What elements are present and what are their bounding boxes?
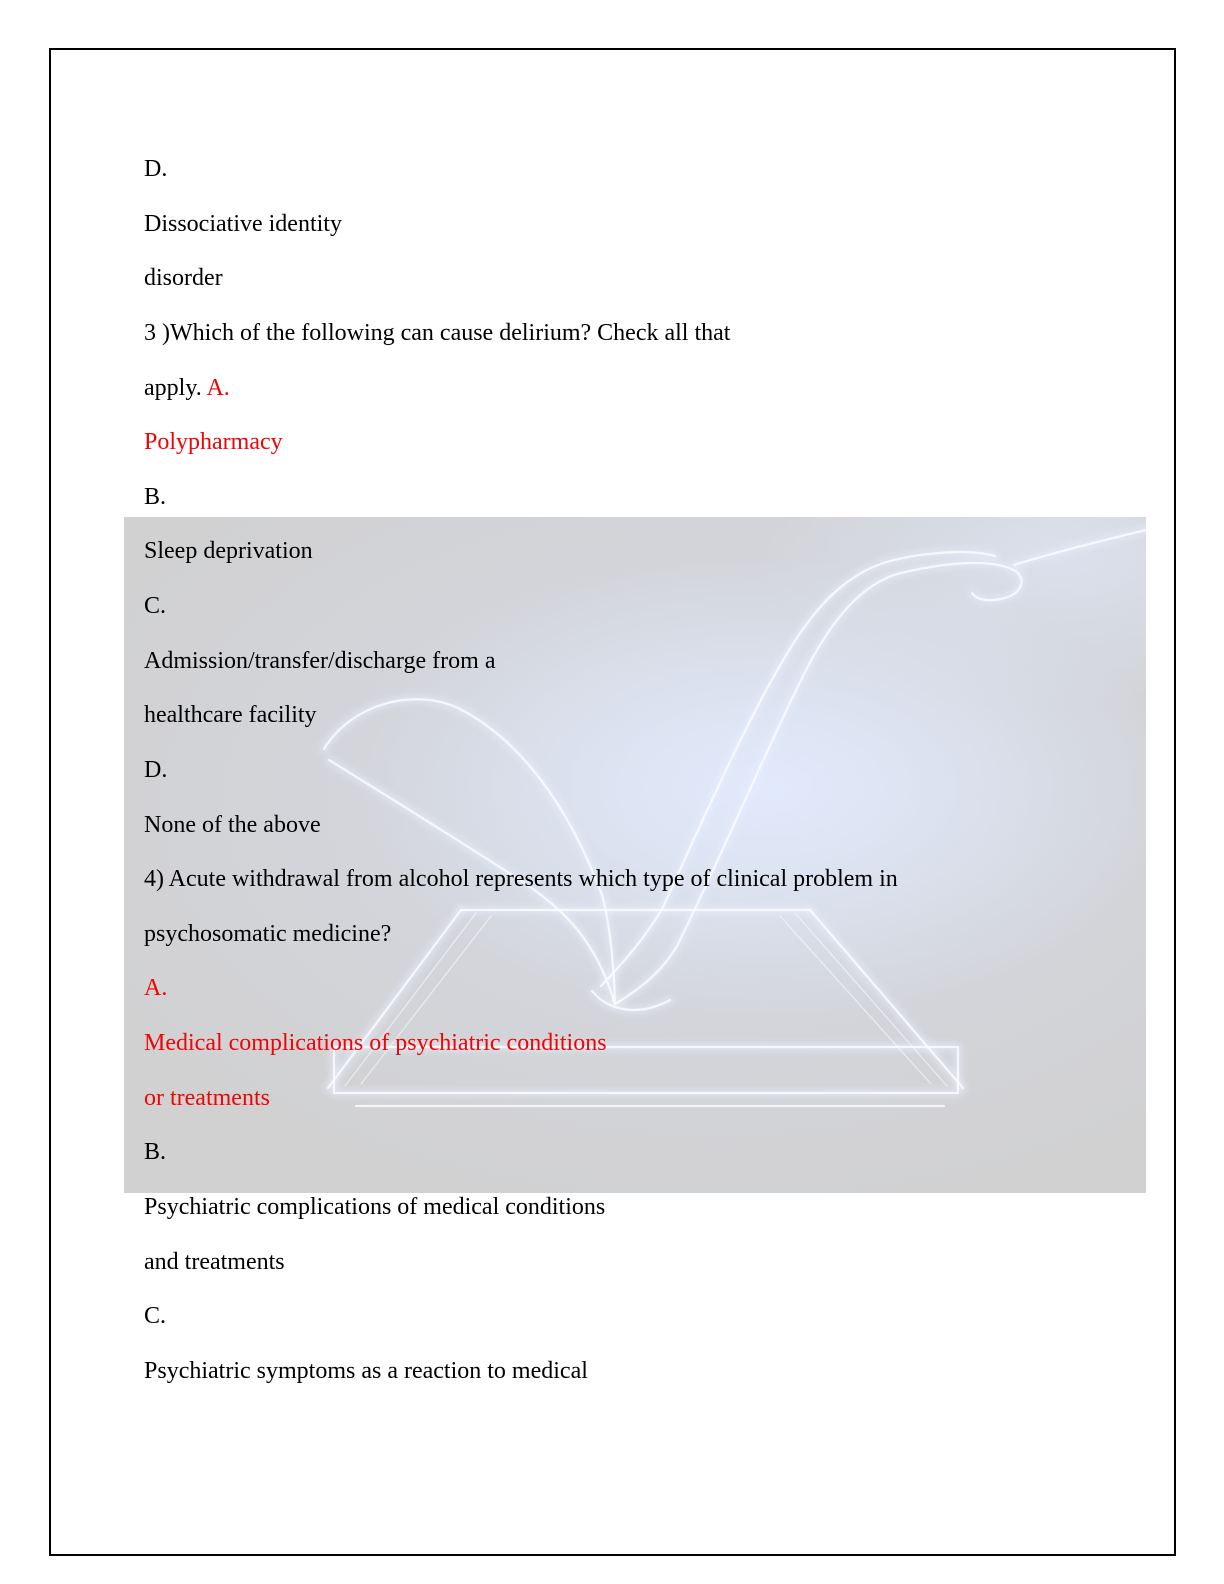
text-segment: D. [144,156,168,182]
text-segment: B. [144,483,167,510]
text-line [144,361,898,416]
text-line [144,852,898,907]
text-segment: None of the above [144,811,321,838]
text-line [144,197,898,252]
text-line [144,1071,898,1126]
text-line [144,1235,898,1290]
text-line [144,961,898,1016]
text-segment: Polypharmacy [144,429,283,456]
text-line [144,306,898,361]
text-segment: C. [144,1303,167,1330]
text-line [144,798,898,853]
text-segment: psychosomatic medicine? [144,920,392,947]
text-line [144,1289,898,1344]
text-segment: D. [144,756,168,783]
text-line [144,579,898,634]
text-segment: Sleep deprivation [144,538,313,565]
text-segment: 4) Acute withdrawal from alcohol represents which type of clinical problem in [144,866,898,893]
text-line [144,1125,898,1180]
text-segment: Dissociative identity [144,210,342,237]
text-segment: Psychiatric symptoms as a reaction to medical [144,1357,588,1384]
text-line [144,688,898,743]
text-line [144,470,898,525]
text-line [144,743,898,798]
text-segment: B. [144,1139,167,1166]
text-segment: C. [144,593,167,619]
text-segment: Psychiatric complications of medical conditions [144,1193,606,1220]
text-segment: A. [144,975,168,1002]
text-segment: disorder [144,265,223,292]
text-segment: or treatments [144,1084,270,1111]
text-segment: and treatments [144,1248,285,1275]
text-line [144,1016,898,1071]
text-line [144,907,898,962]
text-line [144,1344,898,1399]
text-segment: Admission/transfer/discharge from a [144,647,496,674]
text-line [144,142,898,197]
text-line [144,251,898,306]
text-segment: healthcare facility [144,702,317,729]
text-segment: Medical complications of psychiatric conditions [144,1030,607,1056]
text-segment: A. [206,374,230,401]
document-text [144,142,898,1398]
text-line [144,1180,898,1235]
text-line [144,524,898,579]
text-line [144,415,898,470]
text-segment: 3 )Which of the following can cause delirium? Check all that [144,319,731,346]
text-line [144,634,898,689]
text-segment: apply. [144,374,207,401]
